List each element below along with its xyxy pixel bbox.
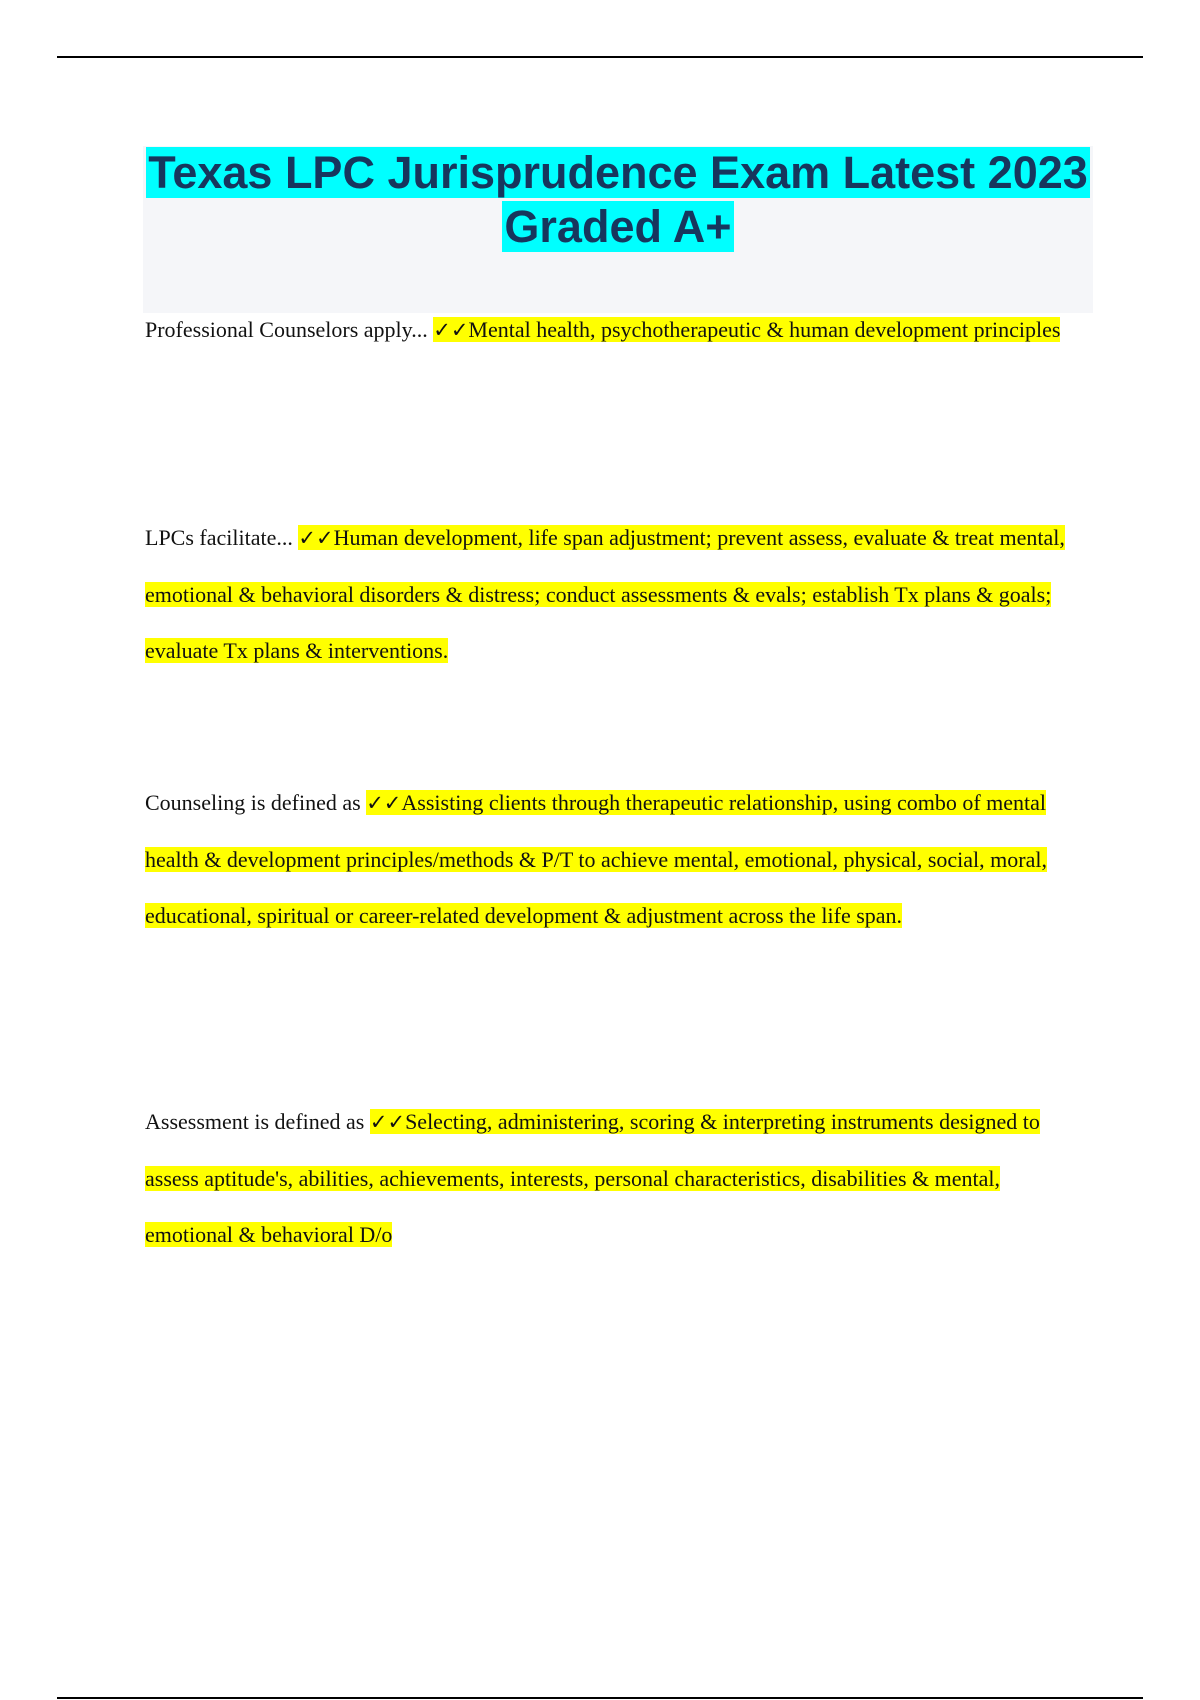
question-text: Counseling is defined as [145, 790, 367, 815]
footer-rule [57, 1697, 1143, 1699]
answer-text: ✓✓Human development, life span adjustment; prevent assess, evaluate & treat mental, emotional & behavioral disorders & distress; conduct assessments & evals; establish Tx plans & goals; evaluate Tx plans & interventions. [145, 525, 1065, 663]
qa-item [145, 1094, 1085, 1264]
double-check-icon: ✓✓ [298, 526, 334, 550]
header-rule [57, 56, 1143, 58]
page-title: Texas LPC Jurisprudence Exam Latest 2023 Graded A+ [148, 147, 1088, 252]
qa-item [145, 302, 1085, 359]
question-text: Professional Counselors apply... [145, 317, 434, 342]
title-block [143, 146, 1093, 313]
qa-item [145, 510, 1085, 680]
qa-item [145, 775, 1085, 945]
double-check-icon: ✓✓ [369, 1110, 406, 1134]
answer-text: ✓✓Assisting clients through therapeutic relationship, using combo of mental health & development principles/methods & P/T to achieve mental, emotional, physical, social, moral, educational, spiritual or career-related development & adjustment across the life span. [145, 790, 1047, 928]
double-check-icon: ✓✓ [433, 318, 469, 342]
answer-text: ✓✓Mental health, psychotherapeutic & human development principles [433, 317, 1061, 342]
double-check-icon: ✓✓ [366, 791, 402, 815]
question-text: Assessment is defined as [145, 1109, 370, 1134]
question-text: LPCs facilitate... [145, 525, 299, 550]
answer-text: ✓✓Selecting, administering, scoring & interpreting instruments designed to assess aptitude's, abilities, achievements, interests, personal characteristics, disabilities & mental, emotional & behavioral D/o [145, 1109, 1040, 1247]
